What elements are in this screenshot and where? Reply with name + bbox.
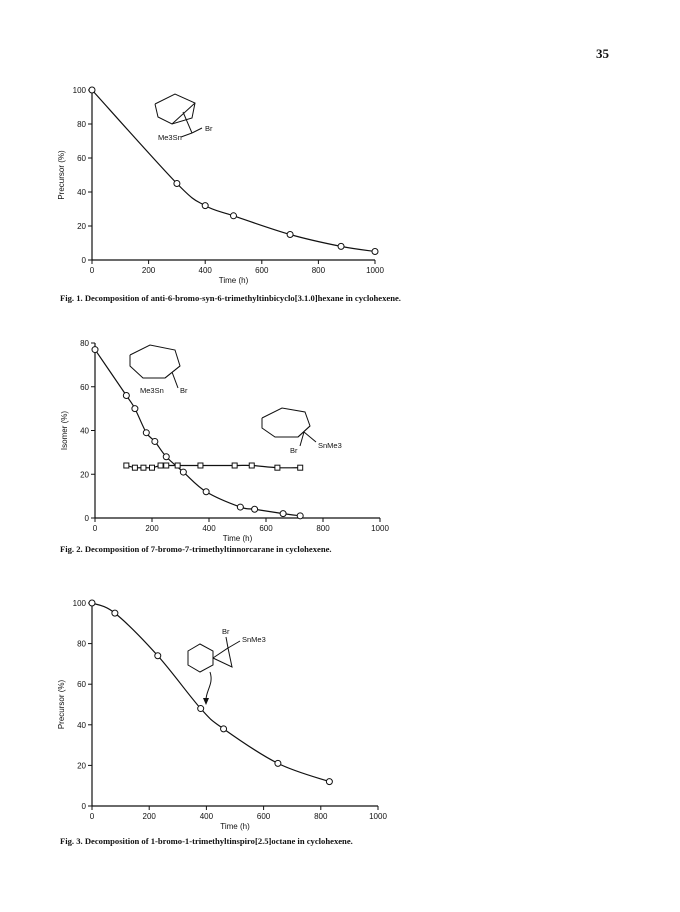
x-tick-label: 0 [89, 266, 95, 275]
y-tick-label: 80 [80, 339, 89, 348]
figure-1-caption-text: Decomposition of anti-6-bromo-syn-6-trimethyltinbicyclo[3.1.0]hexane in cyclohexene. [84, 293, 401, 303]
x-tick-label: 400 [199, 812, 214, 821]
x-tick-label: 800 [314, 812, 328, 821]
x-tick-label: 1000 [366, 266, 384, 275]
x-tick-label: 800 [311, 266, 326, 275]
br-label: Br [205, 124, 213, 133]
x-tick-label: 400 [202, 524, 216, 533]
y-tick-label: 40 [77, 188, 86, 197]
data-point-circle [89, 600, 95, 606]
x-tick-label: 200 [145, 524, 159, 533]
y-tick-label: 40 [80, 426, 89, 436]
me3sn-label-2: Me3Sn [140, 386, 164, 395]
data-point-circle [155, 653, 161, 659]
figure-3-caption [60, 836, 353, 846]
y-tick-label: 60 [80, 382, 89, 392]
figure-1-caption-label: Fig. 1. [60, 293, 83, 303]
x-axis-label: Time (h) [220, 822, 250, 831]
x-tick-label: 1000 [371, 524, 389, 533]
x-tick-label: 1000 [369, 812, 387, 821]
y-tick-label: 20 [77, 222, 86, 231]
br-label-3: Br [290, 446, 298, 455]
me3sn-label: Me3Sn [158, 133, 182, 142]
snme3-label-2: SnMe3 [242, 635, 266, 644]
br-label-4: Br [222, 627, 230, 636]
figure-2-caption-label: Fig. 2. [60, 544, 83, 554]
y-axis-label: Isomer (%) [60, 410, 69, 451]
x-tick-label: 600 [256, 812, 271, 821]
snme3-label: SnMe3 [318, 441, 342, 450]
data-point-circle [112, 610, 118, 616]
data-point-circle [198, 706, 204, 712]
x-axis-label: Time (h) [222, 534, 253, 543]
y-tick-label: 20 [77, 761, 86, 771]
br-label-2: Br [180, 386, 188, 395]
y-axis-label: Precursor (%) [57, 679, 66, 730]
y-tick-label: 100 [72, 599, 86, 608]
figure-3-caption-label: Fig. 3. [60, 836, 83, 846]
y-tick-label: 0 [84, 514, 89, 523]
y-tick-label: 0 [81, 802, 86, 811]
x-axis-label: Time (h) [218, 276, 249, 285]
page-number: 35 [596, 46, 609, 61]
x-tick-label: 200 [142, 812, 156, 821]
series-line [92, 603, 329, 782]
spirooctane-structure [188, 627, 266, 705]
x-tick-label: 600 [259, 524, 273, 533]
y-tick-label: 40 [77, 720, 86, 730]
y-tick-label: 20 [80, 470, 89, 480]
y-tick-label: 0 [81, 256, 86, 265]
data-point-circle [221, 726, 227, 732]
x-tick-label: 400 [198, 266, 212, 275]
figure-2-caption-text: Decomposition of 7-bromo-7-trimethyltinnorcarane in cyclohexene. [84, 544, 332, 554]
y-tick-label: 80 [77, 120, 86, 129]
y-axis-label: Precursor (%) [57, 150, 66, 200]
x-tick-label: 0 [92, 524, 98, 533]
x-tick-label: 0 [89, 812, 95, 821]
figure-3-caption-text: Decomposition of 1-bromo-1-trimethyltinspiro[2.5]octane in cyclohexene. [84, 836, 353, 846]
y-tick-label: 60 [77, 154, 86, 163]
y-tick-label: 60 [77, 680, 86, 690]
data-point-circle [326, 779, 332, 785]
y-tick-label: 100 [72, 86, 86, 95]
x-tick-label: 800 [316, 524, 330, 533]
x-tick-label: 200 [141, 266, 156, 275]
data-point-circle [275, 760, 281, 766]
y-tick-label: 80 [77, 639, 86, 649]
x-tick-label: 600 [255, 266, 269, 275]
